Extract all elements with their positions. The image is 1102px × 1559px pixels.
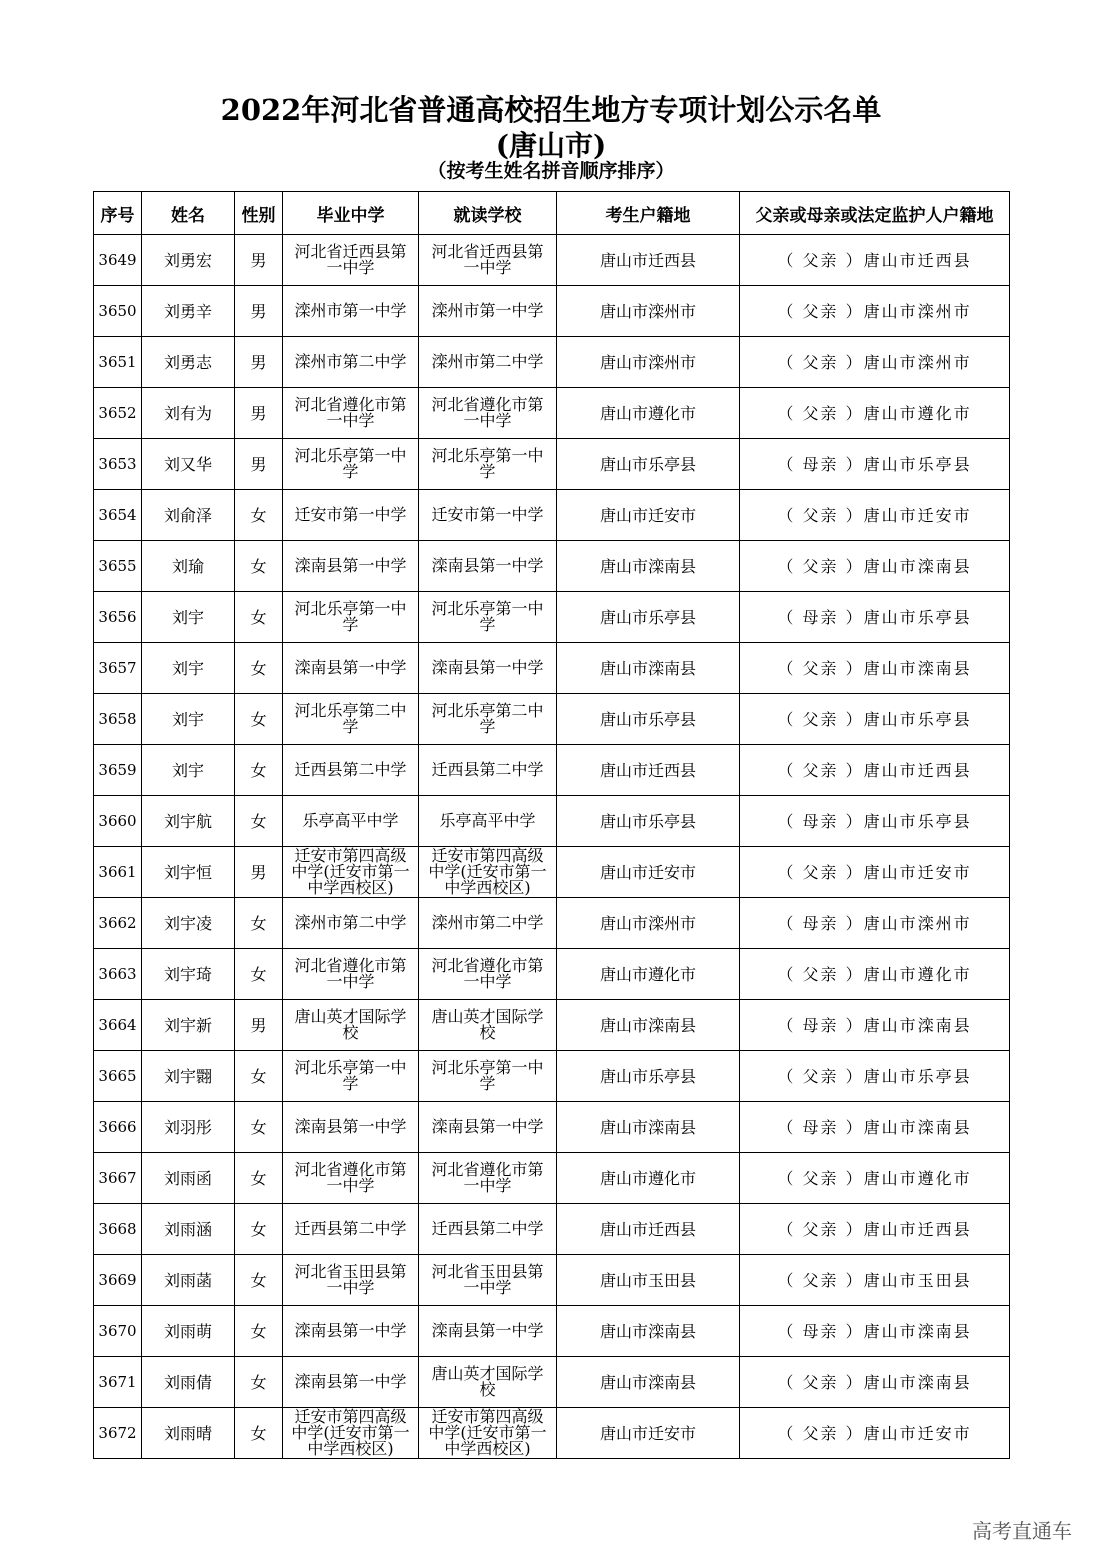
cell-gender: 女	[235, 592, 283, 643]
cell-name: 刘雨倩	[142, 1357, 235, 1408]
cell-parent-registration: （ 父亲 ）唐山市玉田县	[740, 1255, 1010, 1306]
cell-parent-registration: （ 父亲 ）唐山市滦南县	[740, 541, 1010, 592]
table-row	[94, 1408, 1010, 1459]
table-body	[94, 235, 1010, 1459]
cell-gender: 男	[235, 286, 283, 337]
table-row	[94, 1306, 1010, 1357]
cell-name: 刘雨菡	[142, 1255, 235, 1306]
cell-parent-registration: （ 父亲 ）唐山市遵化市	[740, 1153, 1010, 1204]
cell-parent-registration: （ 父亲 ）唐山市迁安市	[740, 490, 1010, 541]
cell-household-registration: 唐山市乐亭县	[557, 796, 740, 847]
cell-gender: 女	[235, 1204, 283, 1255]
cell-current-school: 滦南县第一中学	[419, 1306, 557, 1357]
cell-graduated-school: 滦南县第一中学	[283, 541, 419, 592]
cell-name: 刘宇恒	[142, 847, 235, 898]
cell-graduated-school: 滦南县第一中学	[283, 1357, 419, 1408]
cell-seq: 3649	[94, 235, 142, 286]
watermark: 高考直通车	[972, 1519, 1072, 1543]
table-row	[94, 541, 1010, 592]
cell-name: 刘瑜	[142, 541, 235, 592]
table-row	[94, 388, 1010, 439]
cell-current-school: 河北省迁西县第一中学	[419, 235, 557, 286]
roster-table	[93, 191, 1010, 1459]
cell-gender: 女	[235, 745, 283, 796]
cell-household-registration: 唐山市迁安市	[557, 490, 740, 541]
cell-parent-registration: （ 父亲 ）唐山市乐亭县	[740, 694, 1010, 745]
cell-seq: 3667	[94, 1153, 142, 1204]
cell-gender: 男	[235, 847, 283, 898]
cell-current-school: 河北乐亭第二中学	[419, 694, 557, 745]
cell-gender: 女	[235, 1051, 283, 1102]
cell-seq: 3650	[94, 286, 142, 337]
cell-gender: 女	[235, 898, 283, 949]
cell-current-school: 滦州市第二中学	[419, 337, 557, 388]
cell-current-school: 滦南县第一中学	[419, 643, 557, 694]
cell-name: 刘勇辛	[142, 286, 235, 337]
cell-gender: 女	[235, 1102, 283, 1153]
cell-current-school: 河北乐亭第一中学	[419, 592, 557, 643]
cell-gender: 女	[235, 541, 283, 592]
cell-current-school: 迁西县第二中学	[419, 1204, 557, 1255]
cell-household-registration: 唐山市滦南县	[557, 1306, 740, 1357]
cell-graduated-school: 河北省遵化市第一中学	[283, 1153, 419, 1204]
cell-parent-registration: （ 父亲 ）唐山市迁西县	[740, 235, 1010, 286]
cell-gender: 男	[235, 439, 283, 490]
cell-gender: 女	[235, 1153, 283, 1204]
cell-household-registration: 唐山市滦南县	[557, 1102, 740, 1153]
cell-graduated-school: 迁西县第二中学	[283, 745, 419, 796]
cell-household-registration: 唐山市滦州市	[557, 898, 740, 949]
table-row	[94, 694, 1010, 745]
table-row	[94, 490, 1010, 541]
table-row	[94, 1204, 1010, 1255]
cell-graduated-school: 滦州市第二中学	[283, 898, 419, 949]
cell-gender: 女	[235, 1408, 283, 1459]
table-row	[94, 898, 1010, 949]
cell-gender: 女	[235, 1255, 283, 1306]
cell-name: 刘宇翾	[142, 1051, 235, 1102]
cell-parent-registration: （ 父亲 ）唐山市滦州市	[740, 337, 1010, 388]
cell-gender: 男	[235, 388, 283, 439]
cell-current-school: 滦州市第一中学	[419, 286, 557, 337]
cell-name: 刘宇	[142, 694, 235, 745]
table-row	[94, 1255, 1010, 1306]
cell-graduated-school: 河北省遵化市第一中学	[283, 949, 419, 1000]
cell-gender: 女	[235, 490, 283, 541]
cell-parent-registration: （ 父亲 ）唐山市迁安市	[740, 847, 1010, 898]
cell-household-registration: 唐山市玉田县	[557, 1255, 740, 1306]
cell-name: 刘宇	[142, 643, 235, 694]
cell-current-school: 迁安市第一中学	[419, 490, 557, 541]
table-header-row	[94, 192, 1010, 235]
cell-name: 刘宇航	[142, 796, 235, 847]
cell-household-registration: 唐山市滦州市	[557, 286, 740, 337]
cell-parent-registration: （ 父亲 ）唐山市滦南县	[740, 1357, 1010, 1408]
table-row	[94, 643, 1010, 694]
cell-name: 刘雨晴	[142, 1408, 235, 1459]
cell-household-registration: 唐山市迁西县	[557, 745, 740, 796]
cell-name: 刘雨萌	[142, 1306, 235, 1357]
table-row	[94, 847, 1010, 898]
header-current-school: 就读学校	[419, 192, 557, 235]
cell-current-school: 迁安市第四高级中学(迁安市第一中学西校区)	[419, 847, 557, 898]
cell-graduated-school: 河北乐亭第一中学	[283, 592, 419, 643]
cell-name: 刘宇凌	[142, 898, 235, 949]
table-row	[94, 235, 1010, 286]
cell-current-school: 河北省遵化市第一中学	[419, 1153, 557, 1204]
cell-current-school: 滦南县第一中学	[419, 541, 557, 592]
cell-graduated-school: 迁西县第二中学	[283, 1204, 419, 1255]
cell-seq: 3660	[94, 796, 142, 847]
cell-parent-registration: （ 父亲 ）唐山市遵化市	[740, 949, 1010, 1000]
cell-name: 刘又华	[142, 439, 235, 490]
table-row	[94, 286, 1010, 337]
cell-current-school: 河北乐亭第一中学	[419, 439, 557, 490]
cell-parent-registration: （ 母亲 ）唐山市乐亭县	[740, 796, 1010, 847]
cell-gender: 女	[235, 1306, 283, 1357]
cell-name: 刘勇宏	[142, 235, 235, 286]
cell-household-registration: 唐山市乐亭县	[557, 1051, 740, 1102]
cell-parent-registration: （ 父亲 ）唐山市乐亭县	[740, 1051, 1010, 1102]
cell-graduated-school: 河北省遵化市第一中学	[283, 388, 419, 439]
cell-household-registration: 唐山市迁安市	[557, 847, 740, 898]
cell-parent-registration: （ 父亲 ）唐山市迁西县	[740, 745, 1010, 796]
cell-parent-registration: （ 母亲 ）唐山市乐亭县	[740, 439, 1010, 490]
cell-household-registration: 唐山市迁安市	[557, 1408, 740, 1459]
cell-household-registration: 唐山市遵化市	[557, 1153, 740, 1204]
cell-graduated-school: 滦州市第一中学	[283, 286, 419, 337]
cell-parent-registration: （ 母亲 ）唐山市滦南县	[740, 1306, 1010, 1357]
cell-seq: 3652	[94, 388, 142, 439]
cell-household-registration: 唐山市滦南县	[557, 1357, 740, 1408]
cell-current-school: 乐亭高平中学	[419, 796, 557, 847]
cell-current-school: 滦州市第二中学	[419, 898, 557, 949]
cell-parent-registration: （ 母亲 ）唐山市滦南县	[740, 1102, 1010, 1153]
cell-gender: 女	[235, 643, 283, 694]
table-row	[94, 745, 1010, 796]
cell-parent-registration: （ 母亲 ）唐山市滦州市	[740, 898, 1010, 949]
cell-seq: 3659	[94, 745, 142, 796]
cell-household-registration: 唐山市滦州市	[557, 337, 740, 388]
cell-name: 刘有为	[142, 388, 235, 439]
cell-gender: 女	[235, 1357, 283, 1408]
cell-household-registration: 唐山市滦南县	[557, 643, 740, 694]
cell-graduated-school: 迁安市第一中学	[283, 490, 419, 541]
cell-name: 刘宇	[142, 745, 235, 796]
table-row	[94, 1153, 1010, 1204]
cell-graduated-school: 唐山英才国际学校	[283, 1000, 419, 1051]
cell-gender: 女	[235, 949, 283, 1000]
cell-parent-registration: （ 母亲 ）唐山市乐亭县	[740, 592, 1010, 643]
cell-seq: 3653	[94, 439, 142, 490]
cell-gender: 男	[235, 1000, 283, 1051]
cell-household-registration: 唐山市迁西县	[557, 1204, 740, 1255]
cell-seq: 3658	[94, 694, 142, 745]
cell-current-school: 唐山英才国际学校	[419, 1357, 557, 1408]
cell-parent-registration: （ 母亲 ）唐山市滦南县	[740, 1000, 1010, 1051]
table-row	[94, 1000, 1010, 1051]
cell-current-school: 唐山英才国际学校	[419, 1000, 557, 1051]
table-row	[94, 592, 1010, 643]
cell-current-school: 河北省遵化市第一中学	[419, 949, 557, 1000]
cell-seq: 3671	[94, 1357, 142, 1408]
cell-name: 刘雨涵	[142, 1204, 235, 1255]
cell-parent-registration: （ 父亲 ）唐山市滦南县	[740, 643, 1010, 694]
cell-graduated-school: 迁安市第四高级中学(迁安市第一中学西校区)	[283, 1408, 419, 1459]
table-row	[94, 337, 1010, 388]
cell-graduated-school: 河北乐亭第一中学	[283, 439, 419, 490]
header-graduated-school: 毕业中学	[283, 192, 419, 235]
page-subtitle-city: (唐山市)	[495, 129, 607, 162]
page-title: 2022年河北省普通高校招生地方专项计划公示名单	[220, 93, 882, 127]
cell-graduated-school: 迁安市第四高级中学(迁安市第一中学西校区)	[283, 847, 419, 898]
cell-household-registration: 唐山市乐亭县	[557, 592, 740, 643]
cell-graduated-school: 河北省玉田县第一中学	[283, 1255, 419, 1306]
cell-seq: 3656	[94, 592, 142, 643]
cell-seq: 3672	[94, 1408, 142, 1459]
cell-household-registration: 唐山市乐亭县	[557, 439, 740, 490]
cell-seq: 3661	[94, 847, 142, 898]
table-row	[94, 796, 1010, 847]
cell-name: 刘俞泽	[142, 490, 235, 541]
cell-seq: 3666	[94, 1102, 142, 1153]
cell-gender: 女	[235, 694, 283, 745]
cell-name: 刘宇琦	[142, 949, 235, 1000]
cell-seq: 3662	[94, 898, 142, 949]
header-gender: 性别	[235, 192, 283, 235]
cell-gender: 女	[235, 796, 283, 847]
cell-seq: 3670	[94, 1306, 142, 1357]
cell-current-school: 迁安市第四高级中学(迁安市第一中学西校区)	[419, 1408, 557, 1459]
table-row	[94, 439, 1010, 490]
cell-parent-registration: （ 父亲 ）唐山市迁西县	[740, 1204, 1010, 1255]
cell-graduated-school: 滦州市第二中学	[283, 337, 419, 388]
table-row	[94, 1051, 1010, 1102]
cell-parent-registration: （ 父亲 ）唐山市遵化市	[740, 388, 1010, 439]
cell-name: 刘雨函	[142, 1153, 235, 1204]
cell-graduated-school: 河北省迁西县第一中学	[283, 235, 419, 286]
cell-seq: 3668	[94, 1204, 142, 1255]
cell-parent-registration: （ 父亲 ）唐山市滦州市	[740, 286, 1010, 337]
table-row	[94, 1357, 1010, 1408]
cell-graduated-school: 河北乐亭第二中学	[283, 694, 419, 745]
cell-current-school: 河北省遵化市第一中学	[419, 388, 557, 439]
cell-parent-registration: （ 父亲 ）唐山市迁安市	[740, 1408, 1010, 1459]
cell-seq: 3664	[94, 1000, 142, 1051]
cell-name: 刘宇	[142, 592, 235, 643]
cell-seq: 3663	[94, 949, 142, 1000]
cell-name: 刘勇志	[142, 337, 235, 388]
cell-name: 刘羽彤	[142, 1102, 235, 1153]
cell-current-school: 滦南县第一中学	[419, 1102, 557, 1153]
cell-seq: 3651	[94, 337, 142, 388]
cell-graduated-school: 滦南县第一中学	[283, 1306, 419, 1357]
cell-gender: 男	[235, 235, 283, 286]
page-subtitle-sort-note: （按考生姓名拼音顺序排序）	[427, 160, 675, 182]
header-household-registration: 考生户籍地	[557, 192, 740, 235]
cell-graduated-school: 滦南县第一中学	[283, 1102, 419, 1153]
cell-seq: 3669	[94, 1255, 142, 1306]
cell-current-school: 迁西县第二中学	[419, 745, 557, 796]
table-row	[94, 1102, 1010, 1153]
cell-gender: 男	[235, 337, 283, 388]
cell-graduated-school: 河北乐亭第一中学	[283, 1051, 419, 1102]
cell-current-school: 河北省玉田县第一中学	[419, 1255, 557, 1306]
cell-household-registration: 唐山市滦南县	[557, 1000, 740, 1051]
cell-household-registration: 唐山市迁西县	[557, 235, 740, 286]
cell-seq: 3655	[94, 541, 142, 592]
cell-name: 刘宇新	[142, 1000, 235, 1051]
cell-graduated-school: 乐亭高平中学	[283, 796, 419, 847]
cell-household-registration: 唐山市遵化市	[557, 949, 740, 1000]
table-row	[94, 949, 1010, 1000]
cell-household-registration: 唐山市遵化市	[557, 388, 740, 439]
header-name: 姓名	[142, 192, 235, 235]
cell-household-registration: 唐山市滦南县	[557, 541, 740, 592]
header-parent-registration: 父亲或母亲或法定监护人户籍地	[740, 192, 1010, 235]
cell-seq: 3657	[94, 643, 142, 694]
cell-seq: 3665	[94, 1051, 142, 1102]
header-seq: 序号	[94, 192, 142, 235]
cell-current-school: 河北乐亭第一中学	[419, 1051, 557, 1102]
cell-graduated-school: 滦南县第一中学	[283, 643, 419, 694]
cell-seq: 3654	[94, 490, 142, 541]
cell-household-registration: 唐山市乐亭县	[557, 694, 740, 745]
